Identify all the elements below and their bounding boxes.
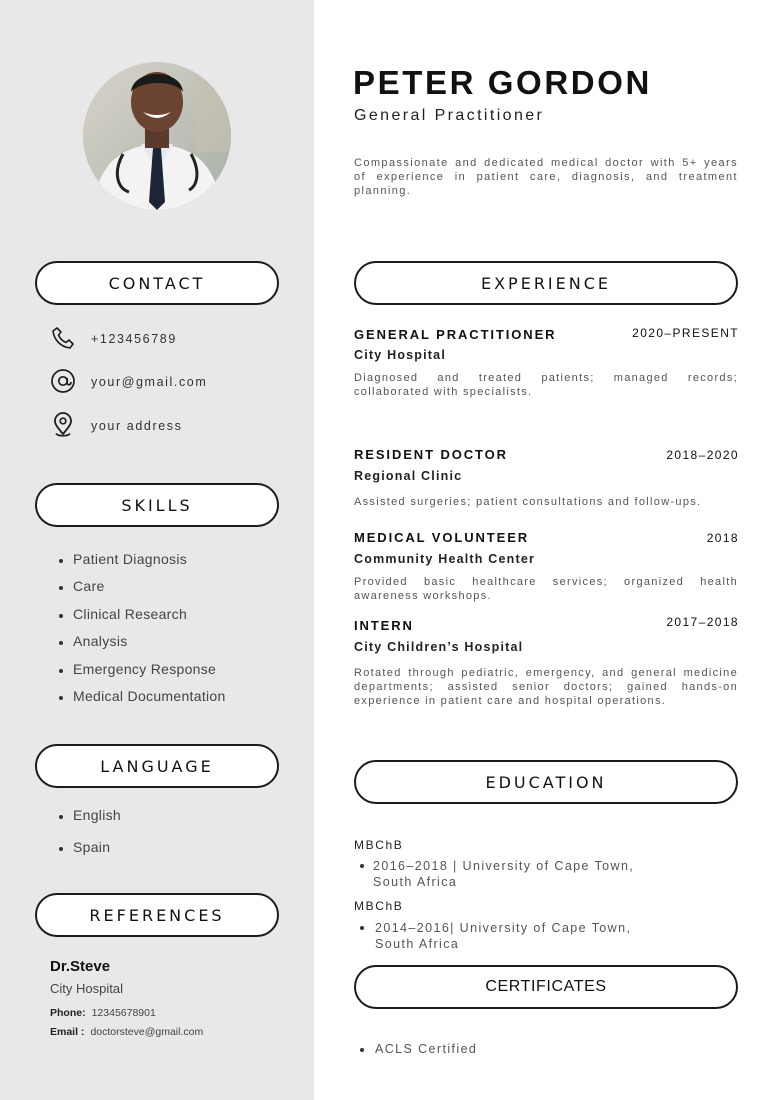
education-location: South Africa [375, 937, 460, 951]
job-title: MEDICAL VOLUNTEER [354, 530, 530, 545]
address-text: your address [91, 419, 183, 433]
reference-phone-value: 12345678901 [91, 1007, 156, 1019]
profile-photo [83, 62, 231, 210]
job-date: 2018–2020 [666, 448, 739, 462]
job-date: 2020–PRESENT [632, 326, 739, 340]
list-item: English [57, 807, 121, 839]
references-heading: REFERENCES [35, 893, 279, 937]
skills-heading: SKILLS [35, 483, 279, 527]
list-item: Patient Diagnosis [57, 551, 226, 578]
reference-phone-label: Phone: [50, 1007, 86, 1019]
degree-title: MBChB [354, 899, 404, 913]
list-item: Emergency Response [57, 661, 226, 688]
phone-text: +123456789 [91, 332, 177, 346]
job-organization: City Children’s Hospital [354, 640, 524, 654]
education-detail [373, 858, 634, 890]
contact-email [50, 370, 208, 396]
job-organization: Community Health Center [354, 552, 536, 566]
certificate-item: ACLS Certified [375, 1042, 478, 1056]
reference-email-label: Email : [50, 1026, 85, 1038]
education-location: South Africa [373, 875, 458, 889]
job-role: General Practitioner [354, 107, 545, 124]
bullet-dot [360, 926, 364, 930]
education-years-school: 2014–2016| University of Cape Town, [375, 921, 632, 935]
phone-icon [50, 325, 76, 356]
location-pin-icon [50, 412, 76, 443]
email-text: your@gmail.com [91, 375, 208, 389]
list-item: Analysis [57, 633, 226, 660]
job-description: Rotated through pediatric, emergency, and general medicine departments; assisted senior doctors; gained hands-on experience in patient care and hospital operations. [354, 667, 738, 707]
language-heading: LANGUAGE [35, 744, 279, 788]
bullet-dot [360, 864, 364, 868]
reference-phone [50, 1007, 156, 1019]
education-detail [375, 920, 631, 952]
contact-address [50, 414, 183, 440]
education-heading: EDUCATION [354, 760, 738, 804]
contact-heading: CONTACT [35, 261, 279, 305]
reference-organization: City Hospital [50, 981, 123, 996]
profile-summary: Compassionate and dedicated medical doctor with 5+ years of experience in patient care, diagnosis, and treatment planning. [354, 157, 738, 197]
job-title: RESIDENT DOCTOR [354, 447, 508, 462]
job-organization: City Hospital [354, 348, 446, 362]
job-description: Assisted surgeries; patient consultations and follow-ups. [354, 496, 702, 508]
list-item: Medical Documentation [57, 688, 226, 715]
contact-phone [50, 327, 177, 353]
certificates-heading: CERTIFICATES [354, 965, 738, 1009]
list-item: Care [57, 578, 226, 605]
person-name: PETER GORDON [353, 64, 652, 101]
education-years-school: 2016–2018 | University of Cape Town, [373, 859, 635, 873]
job-title: GENERAL PRACTITIONER [354, 327, 557, 342]
job-date: 2017–2018 [666, 615, 739, 629]
job-title: INTERN [354, 618, 414, 633]
job-organization: Regional Clinic [354, 469, 463, 483]
bullet-dot [360, 1048, 364, 1052]
job-description: Diagnosed and treated patients; managed records; collaborated with specialists. [354, 372, 738, 398]
job-description: Provided basic healthcare services; organized health awareness workshops. [354, 576, 738, 602]
language-list [57, 807, 121, 871]
experience-heading: EXPERIENCE [354, 261, 738, 305]
at-sign-icon [50, 368, 76, 399]
degree-title: MBChB [354, 838, 404, 852]
reference-email-value: doctorsteve@gmail.com [90, 1026, 204, 1038]
list-item: Clinical Research [57, 606, 226, 633]
list-item: Spain [57, 839, 121, 871]
reference-email [50, 1026, 203, 1038]
reference-name: Dr.Steve [50, 958, 111, 975]
skills-list [57, 551, 226, 715]
job-date: 2018 [706, 531, 739, 545]
